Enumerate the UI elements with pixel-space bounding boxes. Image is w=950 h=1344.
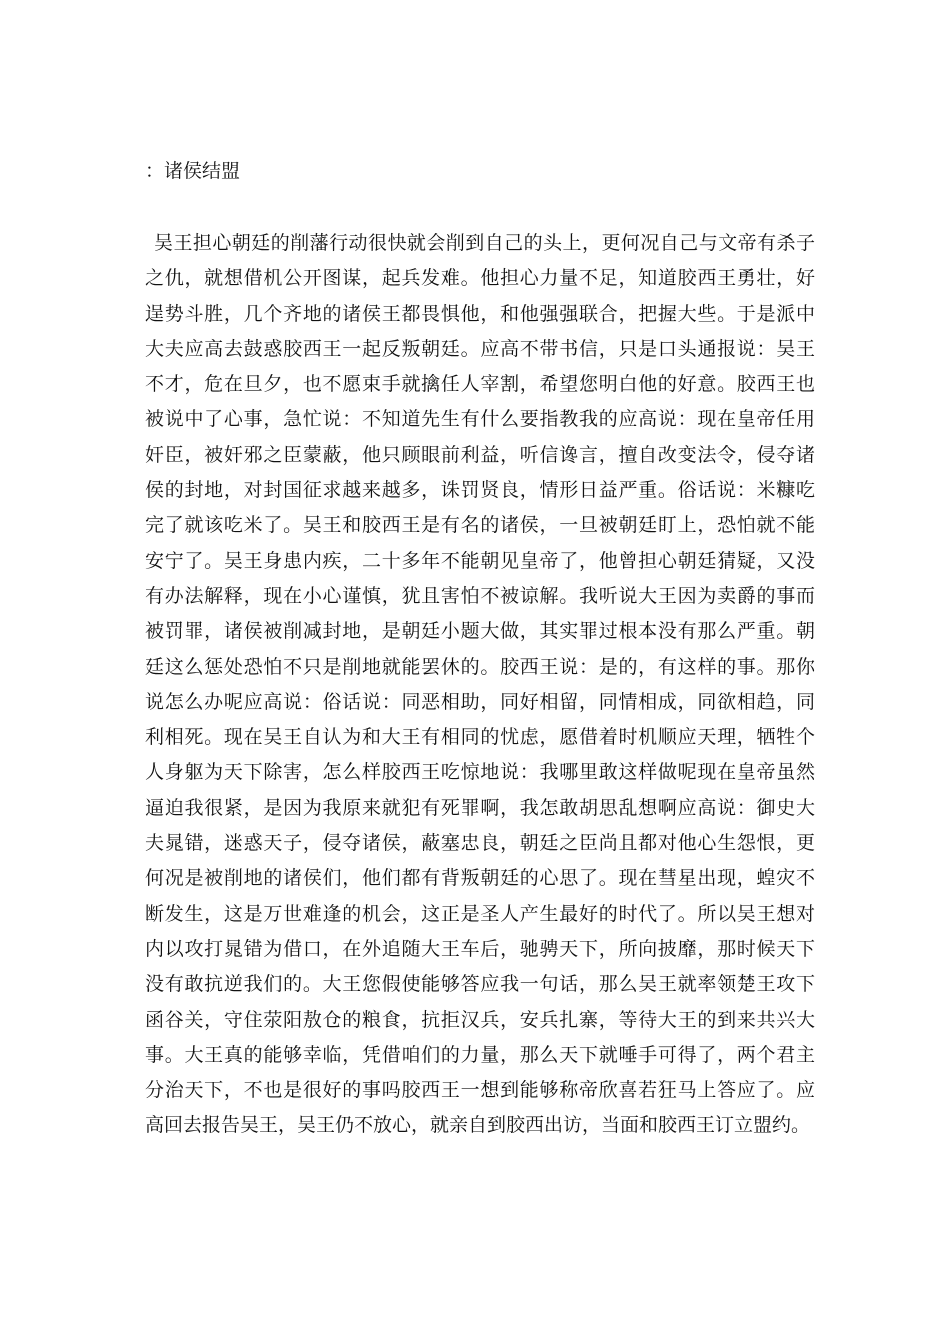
paragraph-line: 大夫应高去鼓惑胶西王一起反叛朝廷。应高不带书信，只是口头通报说：吴王: [145, 337, 815, 360]
section-heading: ：诸侯结盟: [145, 160, 241, 182]
paragraph-line: 没有敢抗逆我们的。大王您假使能够答应我一句话，那么吴王就率领楚王攻下: [145, 973, 815, 996]
paragraph-line: 高回去报告吴王，吴王仍不放心，就亲自到胶西出访，当面和胶西王订立盟约。: [145, 1114, 811, 1137]
paragraph-line: 逞势斗胜，几个齐地的诸侯王都畏惧他，和他强强联合，把握大些。于是派中: [145, 302, 815, 325]
paragraph-line: 奸臣，被奸邪之臣蒙蔽，他只顾眼前利益，听信谗言，擅自改变法令，侵夺诸: [145, 443, 815, 466]
paragraph-line: 吴王担心朝廷的削藩行动很快就会削到自己的头上，更何况自己与文帝有杀子: [154, 232, 815, 254]
paragraph-line: 完了就该吃米了。吴王和胶西王是有名的诸侯，一旦被朝廷盯上，恐怕就不能: [145, 514, 815, 537]
paragraph-line: 安宁了。吴王身患内疾，二十多年不能朝见皇帝了，他曾担心朝廷猜疑，又没: [145, 549, 815, 572]
body-paragraph: [145, 226, 815, 1144]
paragraph-line: 不才，危在旦夕，也不愿束手就擒任人宰割，希望您明白他的好意。胶西王也: [145, 373, 815, 396]
paragraph-line: 断发生，这是万世难逢的机会，这正是圣人产生最好的时代了。所以吴王想对: [145, 902, 815, 925]
paragraph-line: 人身躯为天下除害，怎么样胶西王吃惊地说：我哪里敢这样做呢现在皇帝虽然: [145, 761, 815, 784]
paragraph-line: 之仇，就想借机公开图谋，起兵发难。他担心力量不足，知道胶西王勇壮，好: [145, 267, 815, 290]
paragraph-line: 利相死。现在吴王自认为和大王有相同的忧虑，愿借着时机顺应天理，牺牲个: [145, 726, 815, 749]
paragraph-line: 被罚罪，诸侯被削减封地，是朝廷小题大做，其实罪过根本没有那么严重。朝: [145, 620, 815, 643]
paragraph-line: 事。大王真的能够幸临，凭借咱们的力量，那么天下就唾手可得了，两个君主: [145, 1043, 815, 1066]
paragraph-line: 有办法解释，现在小心谨慎，犹且害怕不被谅解。我听说大王因为卖爵的事而: [145, 584, 815, 607]
paragraph-line: 廷这么惩处恐怕不只是削地就能罢休的。胶西王说：是的，有这样的事。那你: [145, 655, 815, 678]
paragraph-line: 说怎么办呢应高说：俗话说：同恶相助，同好相留，同情相成，同欲相趋，同: [145, 690, 815, 713]
paragraph-line: 被说中了心事，急忙说：不知道先生有什么要指教我的应高说：现在皇帝任用: [145, 408, 815, 431]
paragraph-line: 分治天下，不也是很好的事吗胶西王一想到能够称帝欣喜若狂马上答应了。应: [145, 1079, 815, 1102]
paragraph-line: 何况是被削地的诸侯们，他们都有背叛朝廷的心思了。现在彗星出现，蝗灾不: [145, 867, 815, 890]
paragraph-line: 侯的封地，对封国征求越来越多，诛罚贤良，情形日益严重。俗话说：米糠吃: [145, 479, 815, 502]
paragraph-line: 夫晁错，迷惑天子，侵夺诸侯，蔽塞忠良，朝廷之臣尚且都对他心生怨恨，更: [145, 832, 815, 855]
paragraph-line: 函谷关，守住荥阳敖仓的粮食，抗拒汉兵，安兵扎寨，等待大王的到来共兴大: [145, 1008, 815, 1031]
paragraph-line: 内以攻打晁错为借口，在外追随大王车后，驰骋天下，所向披靡，那时候天下: [145, 937, 815, 960]
paragraph-line: 逼迫我很紧，是因为我原来就犯有死罪啊，我怎敢胡思乱想啊应高说：御史大: [145, 796, 815, 819]
